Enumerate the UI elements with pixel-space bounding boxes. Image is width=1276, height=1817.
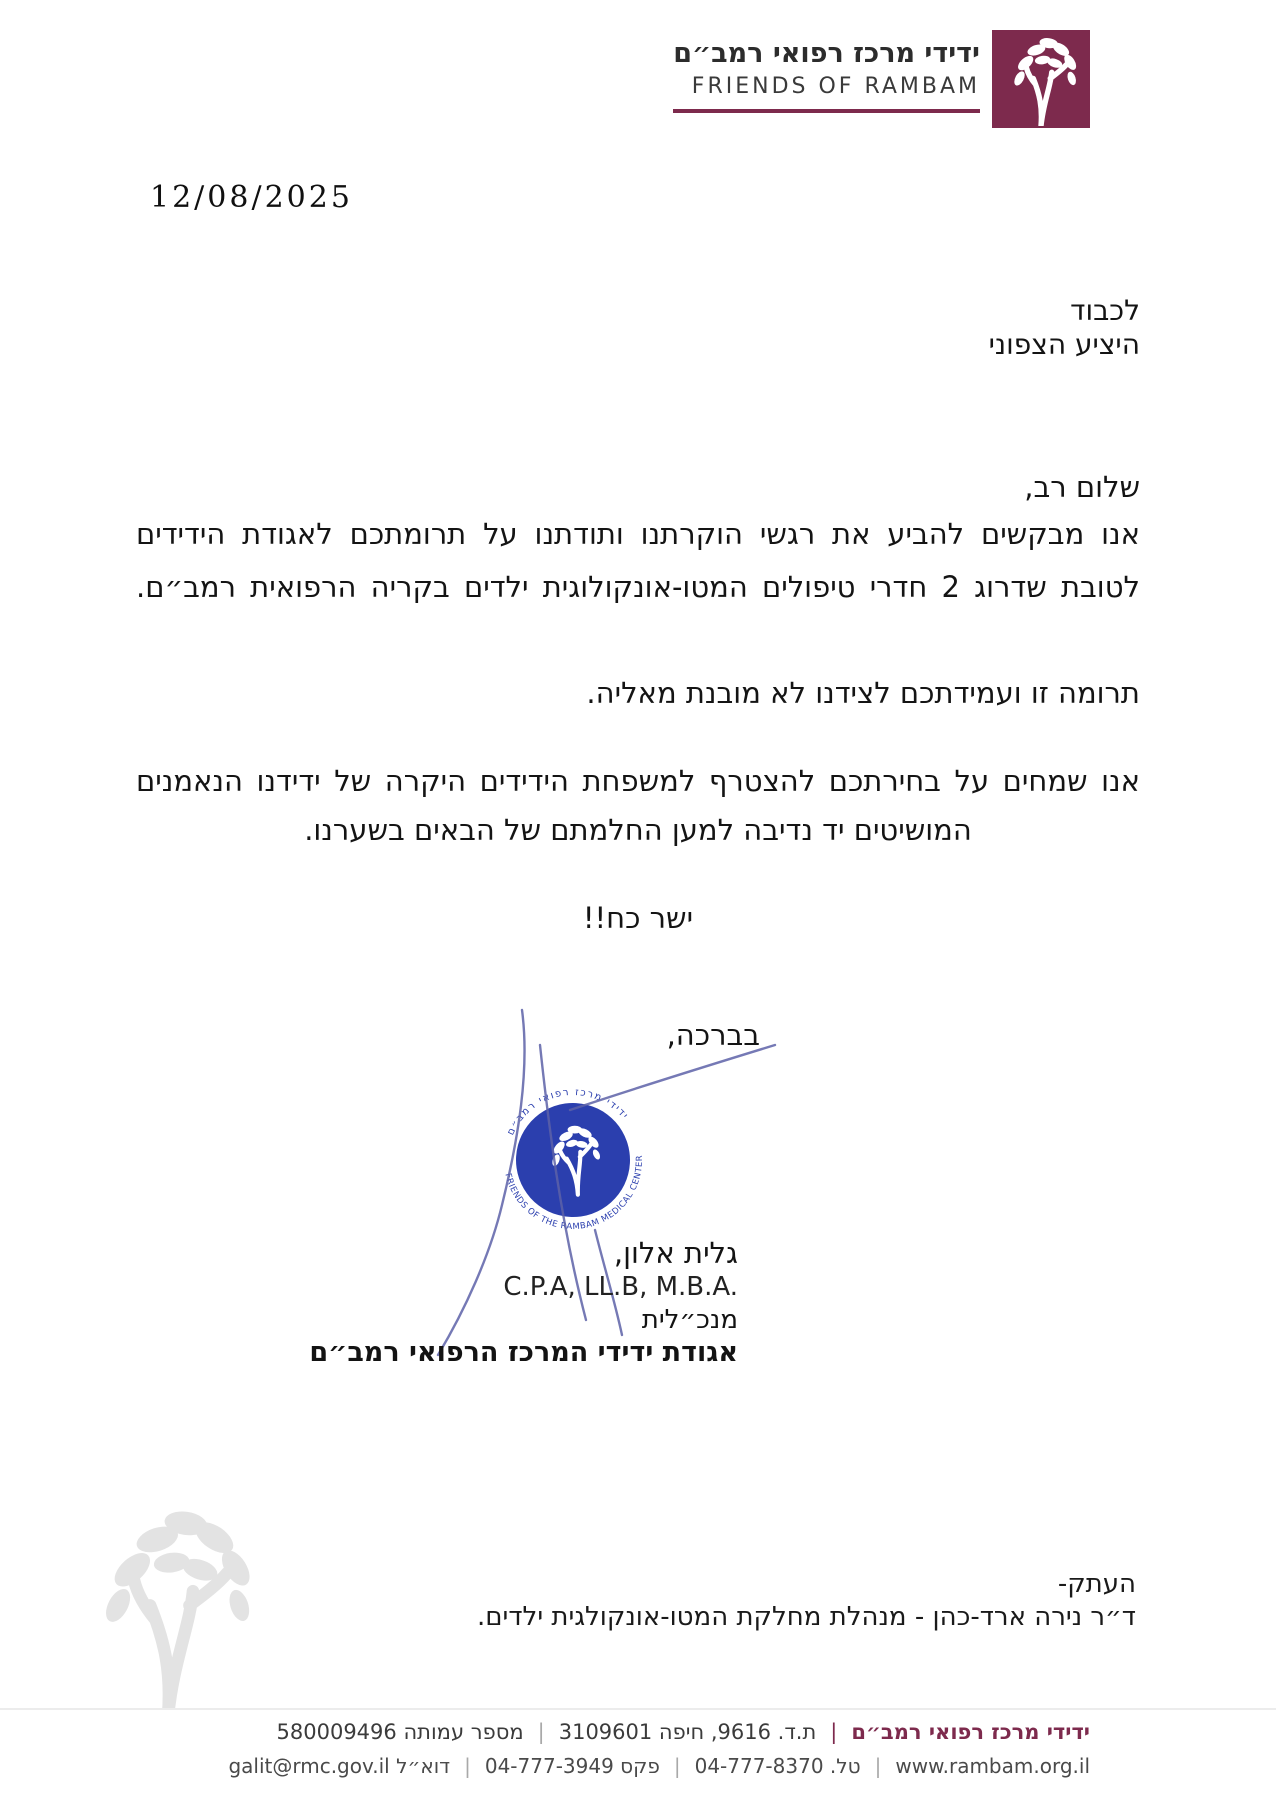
rambam-logo-icon (992, 30, 1090, 128)
letterhead (673, 30, 1090, 128)
footer-website: www.rambam.org.il (895, 1754, 1090, 1778)
footer-separator: | (537, 1720, 545, 1744)
footer-separator: | (673, 1754, 681, 1778)
paragraph-3-line-1: אנו שמחים על בחירתכם להצטרף למשפחת הידידים היקרה של ידידנו הנאמנים (136, 764, 1140, 798)
signature-title: מנכ״לית (641, 1305, 738, 1335)
copy-note (477, 1568, 1136, 1634)
watermark-leaves-icon (28, 1502, 308, 1716)
yasher-koach-line: ישר כח!! (582, 901, 694, 935)
stamp-ring-text-top: ידידי מרכז רפואי רמב״ם (505, 1086, 631, 1138)
footer-email: galit@rmc.gov.il (228, 1754, 390, 1778)
footer-separator: | (830, 1720, 838, 1744)
closing-word: בברכה, (666, 1018, 760, 1052)
paragraph-1-line-1: אנו מבקשים להביע את רגשי הוקרתנו ותודתנו על תרומתכם לאגודת הידידים (136, 517, 1140, 551)
footer (0, 1708, 1276, 1817)
copy-note-label: העתק- (1057, 1569, 1136, 1599)
salutation: שלום רב, (1024, 470, 1140, 504)
signature-block (309, 1235, 738, 1370)
signature-degrees: C.P.A, LL.B, M.B.A. (503, 1272, 738, 1302)
recipient-block (989, 294, 1140, 362)
org-name-hebrew: ידידי מרכז רפואי רמב״ם (673, 38, 980, 69)
recipient-honorific: לכבוד (1070, 294, 1140, 327)
paragraph-1-line-2: לטובת שדרוג 2 חדרי טיפולים המטו-אונקולוגית ילדים בקריה הרפואית רמב״ם. (136, 570, 1140, 604)
recipient-name: היציע הצפוני (988, 328, 1140, 361)
signature-organization: אגודת ידידי המרכז הרפואי רמב״ם (309, 1337, 738, 1368)
footer-address: ת.ד. 9616, חיפה 3109601 (558, 1720, 817, 1744)
footer-email-label: דוא״ל (396, 1754, 451, 1778)
paragraph-3-line-2: המושיטים יד נדיבה למען החלמתם של הבאים בשערנו. (304, 813, 972, 847)
footer-line-2 (228, 1754, 1090, 1778)
footer-line-1 (277, 1720, 1090, 1744)
footer-separator: | (464, 1754, 471, 1778)
copy-note-line: ד״ר נירה ארד-כהן - מנהלת מחלקת המטו-אונקולגית ילדים. (477, 1602, 1136, 1632)
paragraph-2: תרומה זו ועמידתכם לצידנו לא מובנת מאליה. (586, 676, 1140, 710)
footer-phone: טל. 04-777-8370 (694, 1754, 861, 1778)
footer-fax: פקס 04-777-3949 (484, 1754, 660, 1778)
org-name-english: FRIENDS OF RAMBAM (691, 74, 980, 99)
header-underline (673, 109, 980, 113)
signature-name: גלית אלון, (613, 1236, 738, 1270)
letter-date: 12/08/2025 (150, 180, 353, 215)
footer-separator: | (874, 1754, 882, 1778)
footer-registry-number: מספר עמותה 580009496 (276, 1720, 524, 1744)
footer-org: ידידי מרכז רפואי רמב״ם (851, 1720, 1090, 1744)
stamp-ring-text-bottom: FRIENDS OF THE RAMBAM MEDICAL CENTER (502, 1154, 646, 1233)
